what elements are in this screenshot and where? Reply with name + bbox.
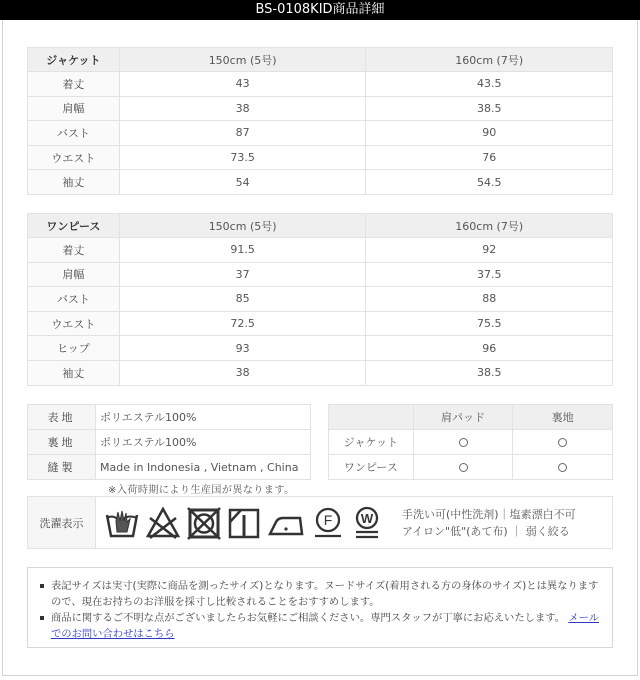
circle-icon — [459, 438, 468, 447]
cell-value: 85 — [119, 287, 366, 312]
svg-text:W: W — [360, 510, 374, 526]
cell-value: 75.5 — [366, 311, 613, 336]
table-row — [28, 336, 613, 361]
cell-value: 72.5 — [119, 311, 366, 336]
material-label: 表地 — [28, 405, 96, 430]
cell-value: 38.5 — [366, 360, 613, 385]
cell-value: 96 — [366, 336, 613, 361]
cell-value: 76 — [366, 145, 613, 170]
cell-value: 38 — [119, 360, 366, 385]
column-header: 裏地 — [513, 405, 613, 430]
row-label: 肩幅 — [28, 262, 120, 287]
table-row — [28, 170, 613, 195]
row-label: バスト — [28, 287, 120, 312]
table-header-row — [28, 214, 613, 238]
row-label: ヒップ — [28, 336, 120, 361]
care-instructions — [27, 496, 613, 549]
table-header-row — [329, 405, 613, 430]
material-value: ポリエステル100% — [96, 430, 311, 455]
circle-icon — [558, 463, 567, 472]
care-line: アイロン"低"(あて布) ｜ 弱く絞る — [402, 524, 570, 538]
table-row — [28, 311, 613, 336]
line-dry-shade-icon — [227, 506, 261, 540]
material-value: ポリエステル100% — [96, 405, 311, 430]
row-label: ウエスト — [28, 145, 120, 170]
table-header-row — [28, 48, 613, 72]
row-label: 着丈 — [28, 72, 120, 97]
row-label: ワンピース — [329, 455, 414, 480]
cell-value: 43 — [119, 72, 366, 97]
row-label: 肩幅 — [28, 96, 120, 121]
table-row — [28, 455, 311, 480]
table-row — [28, 121, 613, 146]
row-label: 着丈 — [28, 238, 120, 263]
dress-table-label: ワンピース — [28, 214, 120, 238]
table-row — [329, 455, 613, 480]
cell-value: 37 — [119, 262, 366, 287]
column-header: 160cm (7号) — [366, 214, 613, 238]
cell-value: 54 — [119, 170, 366, 195]
row-label: 袖丈 — [28, 360, 120, 385]
column-header: 肩パッド — [413, 405, 513, 430]
page-title-bar — [0, 0, 640, 20]
feature-yes-mark — [413, 455, 513, 480]
feature-yes-mark — [513, 430, 613, 455]
material-label: 縫製 — [28, 455, 96, 480]
dress-size-table — [27, 213, 613, 386]
notes-list — [38, 578, 602, 642]
contact-mail-link[interactable]: メールでのお問い合わせはこちら — [51, 612, 599, 640]
iron-low-icon — [266, 506, 306, 540]
notes-box — [27, 567, 613, 648]
cell-value: 88 — [366, 287, 613, 312]
cell-value: 38.5 — [366, 96, 613, 121]
table-row — [28, 96, 613, 121]
table-row — [28, 405, 311, 430]
column-header — [329, 405, 414, 430]
cell-value: 54.5 — [366, 170, 613, 195]
page-title: BS-0108KID商品詳細 — [255, 2, 385, 17]
cell-value: 92 — [366, 238, 613, 263]
table-row — [28, 238, 613, 263]
cell-value: 90 — [366, 121, 613, 146]
circle-icon — [459, 463, 468, 472]
table-row — [28, 145, 613, 170]
note-item — [38, 610, 602, 642]
cell-value: 43.5 — [366, 72, 613, 97]
materials-table — [27, 404, 311, 480]
table-row — [329, 430, 613, 455]
row-label: ジャケット — [329, 430, 414, 455]
row-label: 袖丈 — [28, 170, 120, 195]
table-row — [28, 72, 613, 97]
wet-clean-w-icon — [350, 506, 384, 540]
cell-value: 87 — [119, 121, 366, 146]
care-label: 洗濯表示 — [28, 497, 96, 548]
no-bleach-icon — [145, 506, 181, 540]
feature-yes-mark — [513, 455, 613, 480]
circle-icon — [558, 438, 567, 447]
no-tumble-dry-icon — [186, 506, 222, 540]
care-line: 手洗い可(中性洗剤)｜塩素漂白不可 — [402, 507, 576, 521]
table-row — [28, 287, 613, 312]
features-table — [328, 404, 613, 480]
cell-value: 93 — [119, 336, 366, 361]
row-label: バスト — [28, 121, 120, 146]
dry-clean-f-icon — [311, 506, 345, 540]
column-header: 150cm (5号) — [119, 214, 366, 238]
table-row — [28, 360, 613, 385]
cell-value: 73.5 — [119, 145, 366, 170]
care-icons — [96, 497, 384, 548]
origin-note: ※入荷時期により生産国が異なります。 — [108, 485, 295, 496]
jacket-size-table — [27, 47, 613, 195]
feature-yes-mark — [413, 430, 513, 455]
table-row — [28, 262, 613, 287]
svg-text:F: F — [323, 511, 333, 528]
material-value: Made in Indonesia , Vietnam , China — [96, 455, 311, 480]
jacket-table-label: ジャケット — [28, 48, 120, 72]
column-header: 150cm (5号) — [119, 48, 366, 72]
cell-value: 91.5 — [119, 238, 366, 263]
note-text: 商品に関するご不明な点がございましたらお気軽にご相談ください。専門スタッフが丁寧にお応えいたします。 — [51, 612, 566, 624]
cell-value: 37.5 — [366, 262, 613, 287]
note-text: 表記サイズは実寸(実際に商品を測ったサイズ)となります。ヌードサイズ(着用される方の身体のサイズ)とは異なりますので、現在お持ちのお洋服を採寸し比較されることをおすすめします。 — [51, 580, 599, 608]
cell-value: 38 — [119, 96, 366, 121]
column-header: 160cm (7号) — [366, 48, 613, 72]
hand-wash-icon — [104, 506, 140, 540]
row-label: ウエスト — [28, 311, 120, 336]
note-item — [38, 578, 602, 610]
table-row — [28, 430, 311, 455]
material-label: 裏地 — [28, 430, 96, 455]
care-text — [402, 497, 576, 548]
